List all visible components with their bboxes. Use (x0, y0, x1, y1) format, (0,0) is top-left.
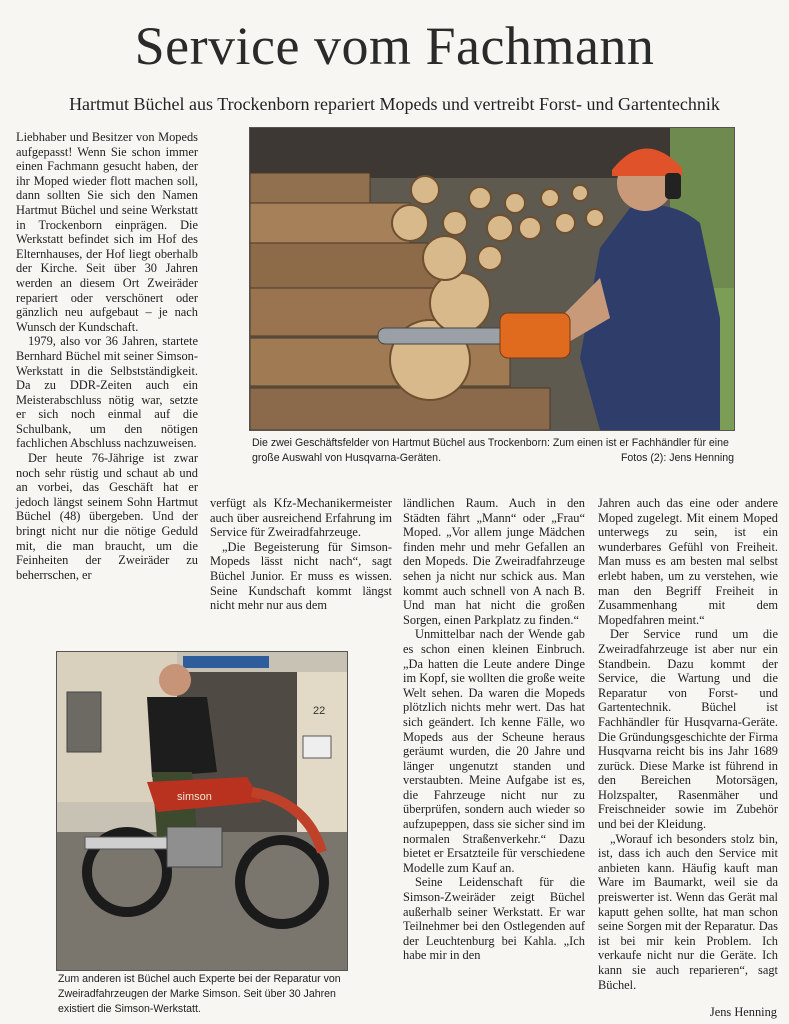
caption-text: Zum anderen ist Büchel auch Experte bei der Reparatur von Zweiradfahrzeugen der Marke Simson. Seit über 30 Jahren existiert die Simson-Werkstatt. (58, 973, 341, 1015)
photo-credit: Fotos (2): Jens Henning (620, 452, 734, 464)
paragraph: Jahren auch das eine oder andere Moped zugelegt. Mit einem Moped unterwegs zu sein, ist ein wunderbares Gefühl von Freiheit. Man muss es am besten mal selbst erlebt haben, um zu verstehen, wie man den Begriff Freiheit in Zusammenhang mit dem Mopedfahren meint.“ (598, 496, 778, 627)
photo-woodcutter (249, 127, 735, 431)
paragraph: Der Service rund um die Zweiradfahrzeuge ist aber nur ein Standbein. Dazu kommt der Service, die Wartung und die Reparatur von Forst- und Gartentechnik. Büchel ist Fachhändler für Husqvarna-Geräte. Die Gründungsgeschichte der Firma Husqvarna reicht bis ins Jahr 1689 zurück. Diese Marke ist führend in den Bereichen Motorsägen, Holzspalter, Rasenmäher und Freischneider sowie im Zubehör und bei der Kleidung. (598, 627, 778, 832)
house-number: 22 (313, 705, 326, 717)
moped-illustration (57, 652, 347, 970)
paragraph: verfügt als Kfz-Mechanikermeister auch über ausreichend Erfahrung im Service für Zweiradfahrzeuge. (210, 496, 392, 540)
article-column-3 (403, 496, 585, 963)
photo-moped (56, 651, 348, 971)
paragraph: ländlichen Raum. Auch in den Städten fährt „Mann“ oder „Frau“ Moped. „Vor allem junge Mädchen finden mehr und mehr Gefallen an den Mopeds. Die Zweiradfahrzeuge sehen ja nicht nur schick aus. Man kommt auch schnell von A nach B. Und man hat nicht die großen Sorgen, einen Parkplatz zu finden.“ (403, 496, 585, 627)
top-photo-caption (252, 436, 734, 466)
article-column-4 (598, 496, 778, 992)
bottom-photo-caption (58, 972, 348, 1017)
paragraph: Unmittelbar nach der Wende gab es schon einen kleinen Einbruch. „Da hatten die Leute andere Dinge im Kopf, sie wollten die große weite Welt sehen. Da waren die Mopeds plötzlich nichts mehr wert. Das hat sich geändert. Ich kenne Fälle, wo Mopeds aus der Scheune heraus geräumt wurden, die 20 Jahre und länger ungenutzt standen und verstaubten. Meine Aufgabe ist es, die Fahrzeuge nicht nur zu überprüfen, sondern auch wieder so aufzupeppen, dass sie sicher sind im normalen Straßenverkehr.“ Dazu bietet er Ersatzteile für verschiedene Modelle zum Kauf an. (403, 627, 585, 875)
paragraph: Liebhaber und Besitzer von Mopeds aufgepasst! Wenn Sie schon immer einen Fachmann gesucht haben, der ihr Moped wieder flott machen soll, dann sollten Sie sich den Namen Hartmut Büchel und seine Werkstatt in Trockenborn einprägen. Die Werkstatt befindet sich im Hof des Elternhauses, der Hof liegt oberhalb der Kirche. Seit über 30 Jahren werden an diesem Ort Zweiräder repariert oder verschönert oder gänzlich neu aufgebaut – je nach Wunsch der Kundschaft. (16, 130, 198, 334)
paragraph: Der heute 76-Jährige ist zwar noch sehr rüstig und schaut ab und an vorbei, das Geschäft hat er jedoch längst seinem Sohn Hartmut Büchel (48) übergeben. Und der bringt nicht nur die nötige Geduld mit, die man braucht, um die Feinheiten der Zweiräder zu beherrschen, er (16, 451, 198, 582)
paragraph: „Worauf ich besonders stolz bin, ist, dass ich auch den Service mit anbieten kann. Häufig kauft man Ware im Baumarkt, weil sie da preiswerter ist. Wenn das Gerät mal kaputt gehen sollte, hat man schon seine Sorgen mit der Reparatur. Das ist bei mir kein Problem. Ich verkaufe nicht nur die Geräte. Ich kann sie auch reparieren“, sagt Büchel. (598, 831, 778, 992)
paragraph: Seine Leidenschaft für die Simson-Zweiräder zeigt Büchel außerhalb seiner Werkstatt. Er war Teilnehmer bei den Ostlegenden auf der Leuchtenburg bei Kahla. „Ich habe mir in den (403, 875, 585, 963)
article-column-1 (16, 130, 198, 582)
paragraph: „Die Begeisterung für Simson-Mopeds lässt nicht nach“, sagt Büchel Junior. Er muss es wissen. Seine Kundschaft kommt längst nicht mehr nur aus dem (210, 539, 392, 613)
subheadline: Hartmut Büchel aus Trockenborn repariert Mopeds und vertreibt Forst- und Gartentechnik (69, 94, 720, 114)
caption-text: Die zwei Geschäftsfelder von Hartmut Büchel aus Trockenborn: Zum einen ist er Fachhändler für eine große Auswahl von Husqvarna-Geräten. (252, 437, 729, 464)
paragraph: 1979, also vor 36 Jahren, startete Bernhard Büchel mit seiner Simson-Werkstatt in die Selbstständigkeit. Da zu DDR-Zeiten auch ein Meisterabschluss nötig war, setzte er sich noch einmal auf die Schulbank, um den nötigen fachlichen Abschluss nachzuweisen. (16, 334, 198, 451)
moped-brand-text: simson (177, 791, 212, 803)
woodcutter-illustration (250, 128, 734, 430)
author-byline: Jens Henning (709, 1005, 777, 1019)
article-column-2 (210, 496, 392, 613)
headline: Service vom Fachmann (134, 16, 655, 76)
